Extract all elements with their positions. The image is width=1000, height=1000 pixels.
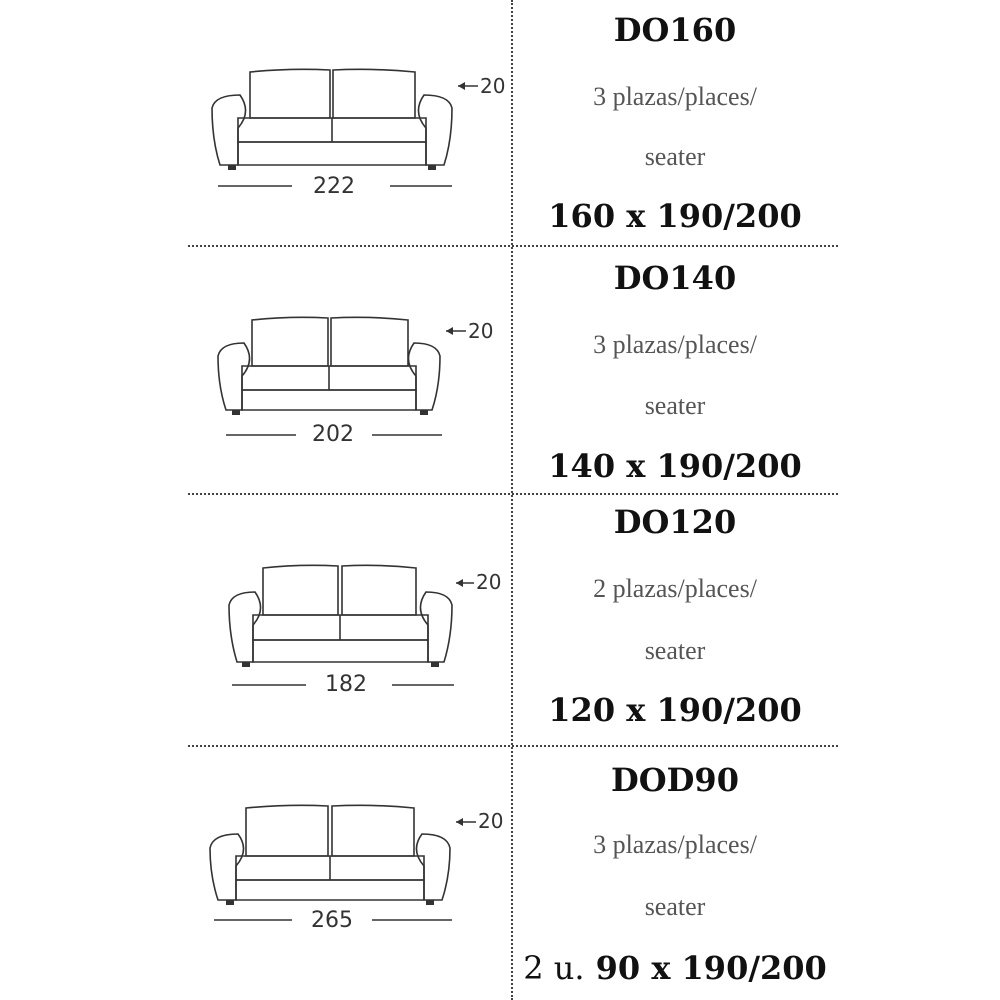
sofa-armrest-right [416,834,450,900]
seat-count: 3 plazas/places/ [593,82,757,111]
sofa-base [236,880,424,900]
sofa-armrest-right [408,343,440,410]
sofa-armrest-left [229,592,261,662]
size-prefix: 2 u. [523,949,585,987]
model-section-do140 [0,250,1000,500]
model-code: DO120 [613,503,737,541]
model-section-do160 [0,0,1000,250]
seater-label: seater [644,636,706,665]
sofa-back-cushion-left [250,69,330,118]
bed-size [500,949,850,987]
depth-offset-label: 20 [476,570,502,594]
sofa-back-cushion-right [333,69,415,118]
sofa-base [238,142,426,165]
size-value: 120 x 190/200 [548,691,802,729]
bed-size [500,197,850,235]
seater-label: seater [644,391,706,420]
seat-count: 3 plazas/places/ [593,830,757,859]
sofa-width-label: 222 [313,174,355,199]
sofa-armrest-left [210,834,244,900]
bed-size [500,691,850,729]
model-code: DO160 [613,11,737,49]
seat-count: 2 plazas/places/ [593,574,757,603]
sofa-width-label: 202 [312,422,354,447]
sofa-back-cushion-left [252,317,328,366]
bed-size [500,447,850,485]
sofa-width-label: 182 [325,672,367,697]
sofa-armrest-left [212,95,246,165]
sofa-back-cushion-left [246,805,328,856]
sofa-back-cushion-left [263,565,338,615]
sofa-base [253,640,428,662]
sofa-armrest-left [218,343,250,410]
sofa-back-cushion-right [332,805,414,856]
sofa-base [242,390,416,410]
seat-count: 3 plazas/places/ [593,330,757,359]
depth-offset-label: 20 [478,809,504,833]
seater-label: seater [644,142,706,171]
sofa-width-label: 265 [311,908,353,933]
sofa-armrest-right [420,592,452,662]
depth-offset-label: 20 [480,74,506,98]
size-value: 90 x 190/200 [595,949,827,987]
sofa-back-cushion-right [331,317,408,366]
size-value: 140 x 190/200 [548,447,802,485]
sofa-armrest-right [418,95,452,165]
size-value: 160 x 190/200 [548,197,802,235]
seater-label: seater [644,892,706,921]
model-code: DOD90 [611,761,739,799]
model-code: DO140 [613,259,737,297]
depth-offset-label: 20 [468,319,494,343]
model-section-do120 [0,500,1000,750]
sofa-back-cushion-right [342,565,416,615]
model-section-dod90 [0,750,1000,1000]
